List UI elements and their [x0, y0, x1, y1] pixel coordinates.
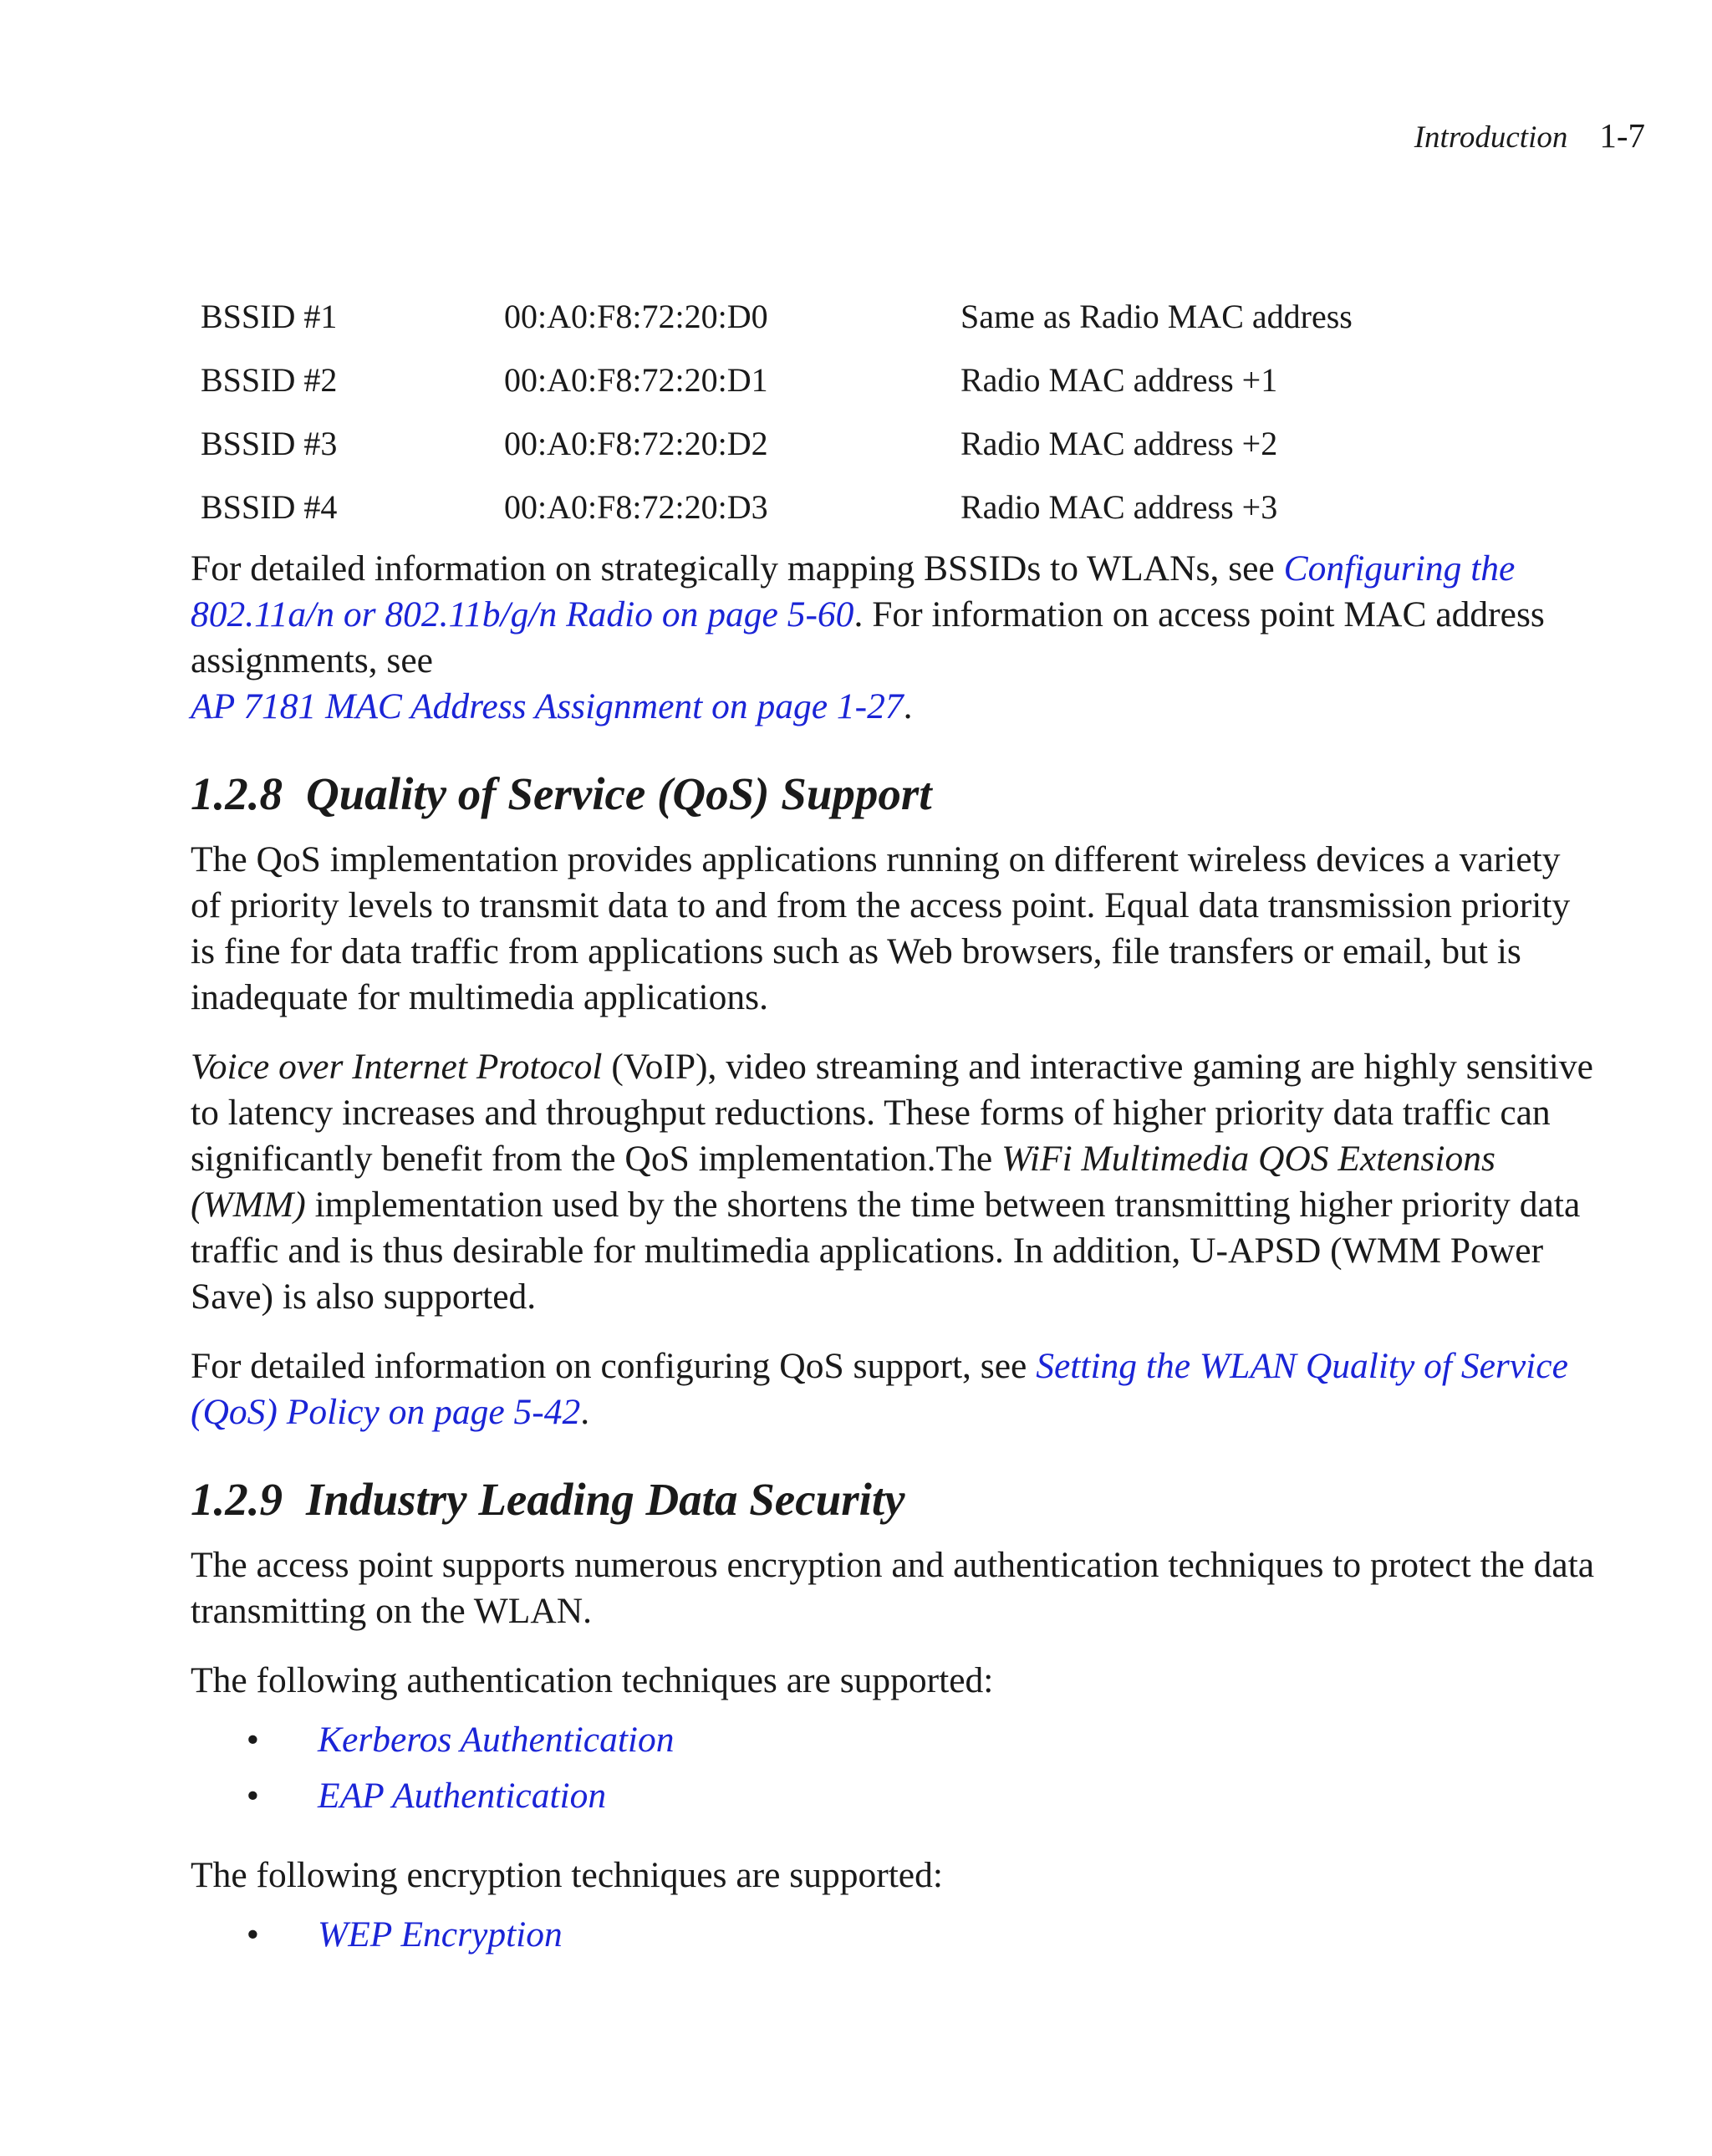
qos-p2-text-2: implementation used by the shortens the time between transmitting higher priority data traffic and is thus desirable for multimedia applications. In addition, U-APSD (WMM Power Save) is also supported. [191, 1185, 1581, 1317]
mapping-paragraph [191, 546, 1595, 730]
security-paragraph-1: The access point supports numerous encryption and authentication techniques to protect the data transmitting on the WLAN. [191, 1545, 1595, 1631]
bssid-note-cell: Same as Radio MAC address [960, 297, 1353, 335]
section-title: Quality of Service (QoS) Support [306, 768, 932, 819]
bssid-name-cell: BSSID #1 [201, 297, 338, 335]
list-item [191, 1773, 1595, 1829]
list-item [191, 1912, 1595, 1968]
table-row [201, 411, 1353, 475]
bullet-icon: • [246, 1914, 259, 1955]
mapping-text-1: For detailed information on strategically mapping BSSIDs to WLANs, see [191, 548, 1284, 589]
section-heading-qos [191, 765, 1595, 823]
qos-paragraph-2 [191, 1044, 1595, 1320]
link-mac-address-assignment[interactable]: AP 7181 MAC Address Assignment on page 1-27 [191, 686, 904, 726]
qos-paragraph-3 [191, 1343, 1595, 1435]
link-eap-authentication[interactable]: EAP Authentication [318, 1776, 607, 1816]
qos-p3-text-1: For detailed information on configuring QoS support, see [191, 1346, 1037, 1386]
qos-p3-text-2: . [580, 1392, 590, 1432]
mapping-text-2: . For information on access point MAC address assignments, see [191, 594, 1545, 680]
mapping-text-3: . [903, 686, 913, 726]
page-number: 1-7 [1599, 116, 1645, 155]
running-header [1414, 115, 1645, 155]
bullet-icon: • [246, 1720, 259, 1760]
bssid-note-cell: Radio MAC address +3 [960, 487, 1278, 526]
qos-paragraph-1: The QoS implementation provides applications running on different wireless devices a variety of priority levels to transmit data to and from the access point. Equal data transmission priority is fine for data traffic from applications such as Web browsers, file transfers or email, but is inadequate for multimedia applications. [191, 839, 1571, 1017]
wmm-term: WiFi Multimedia QOS Extensions (WMM) [191, 1139, 1495, 1225]
link-wlan-qos-policy[interactable]: Setting the WLAN Quality of Service (QoS) Policy on page 5-42 [191, 1346, 1568, 1432]
link-wep-encryption[interactable]: WEP Encryption [318, 1914, 563, 1955]
section-number: 1.2.9 [191, 1474, 283, 1525]
link-kerberos-authentication[interactable]: Kerberos Authentication [318, 1720, 675, 1760]
enc-list [191, 1912, 1595, 1968]
auth-list [191, 1717, 1595, 1829]
bssid-name-cell: BSSID #2 [201, 360, 338, 399]
bssid-mac-cell: 00:A0:F8:72:20:D3 [504, 487, 768, 526]
bssid-note-cell: Radio MAC address +1 [960, 360, 1278, 399]
link-configuring-radio[interactable]: Configuring the 802.11a/n or 802.11b/g/n Radio on page 5-60 [191, 548, 1516, 635]
bssid-note-cell: Radio MAC address +2 [960, 424, 1278, 462]
bssid-table [201, 284, 1353, 538]
section-heading-security [191, 1470, 1595, 1529]
section-title: Industry Leading Data Security [306, 1474, 905, 1525]
table-row [201, 348, 1353, 411]
table-row [201, 284, 1353, 348]
list-item [191, 1717, 1595, 1773]
table-row [201, 475, 1353, 538]
qos-p2-text-1: (VoIP), video streaming and interactive gaming are highly sensitive to latency increases and throughput reductions. These forms of higher priority data traffic can significantly benefit from the QoS implementation.The [191, 1047, 1593, 1179]
main-content [191, 546, 1595, 1991]
enc-intro: The following encryption techniques are supported: [191, 1855, 943, 1895]
bssid-mac-cell: 00:A0:F8:72:20:D1 [504, 360, 768, 399]
bullet-icon: • [246, 1776, 259, 1816]
bssid-mac-cell: 00:A0:F8:72:20:D2 [504, 424, 768, 462]
bssid-mac-cell: 00:A0:F8:72:20:D0 [504, 297, 768, 335]
section-number: 1.2.8 [191, 768, 283, 819]
voip-term: Voice over Internet Protocol [191, 1047, 603, 1087]
header-section-title: Introduction [1414, 120, 1568, 155]
auth-intro: The following authentication techniques are supported: [191, 1660, 994, 1700]
bssid-name-cell: BSSID #3 [201, 424, 338, 462]
bssid-name-cell: BSSID #4 [201, 487, 338, 526]
